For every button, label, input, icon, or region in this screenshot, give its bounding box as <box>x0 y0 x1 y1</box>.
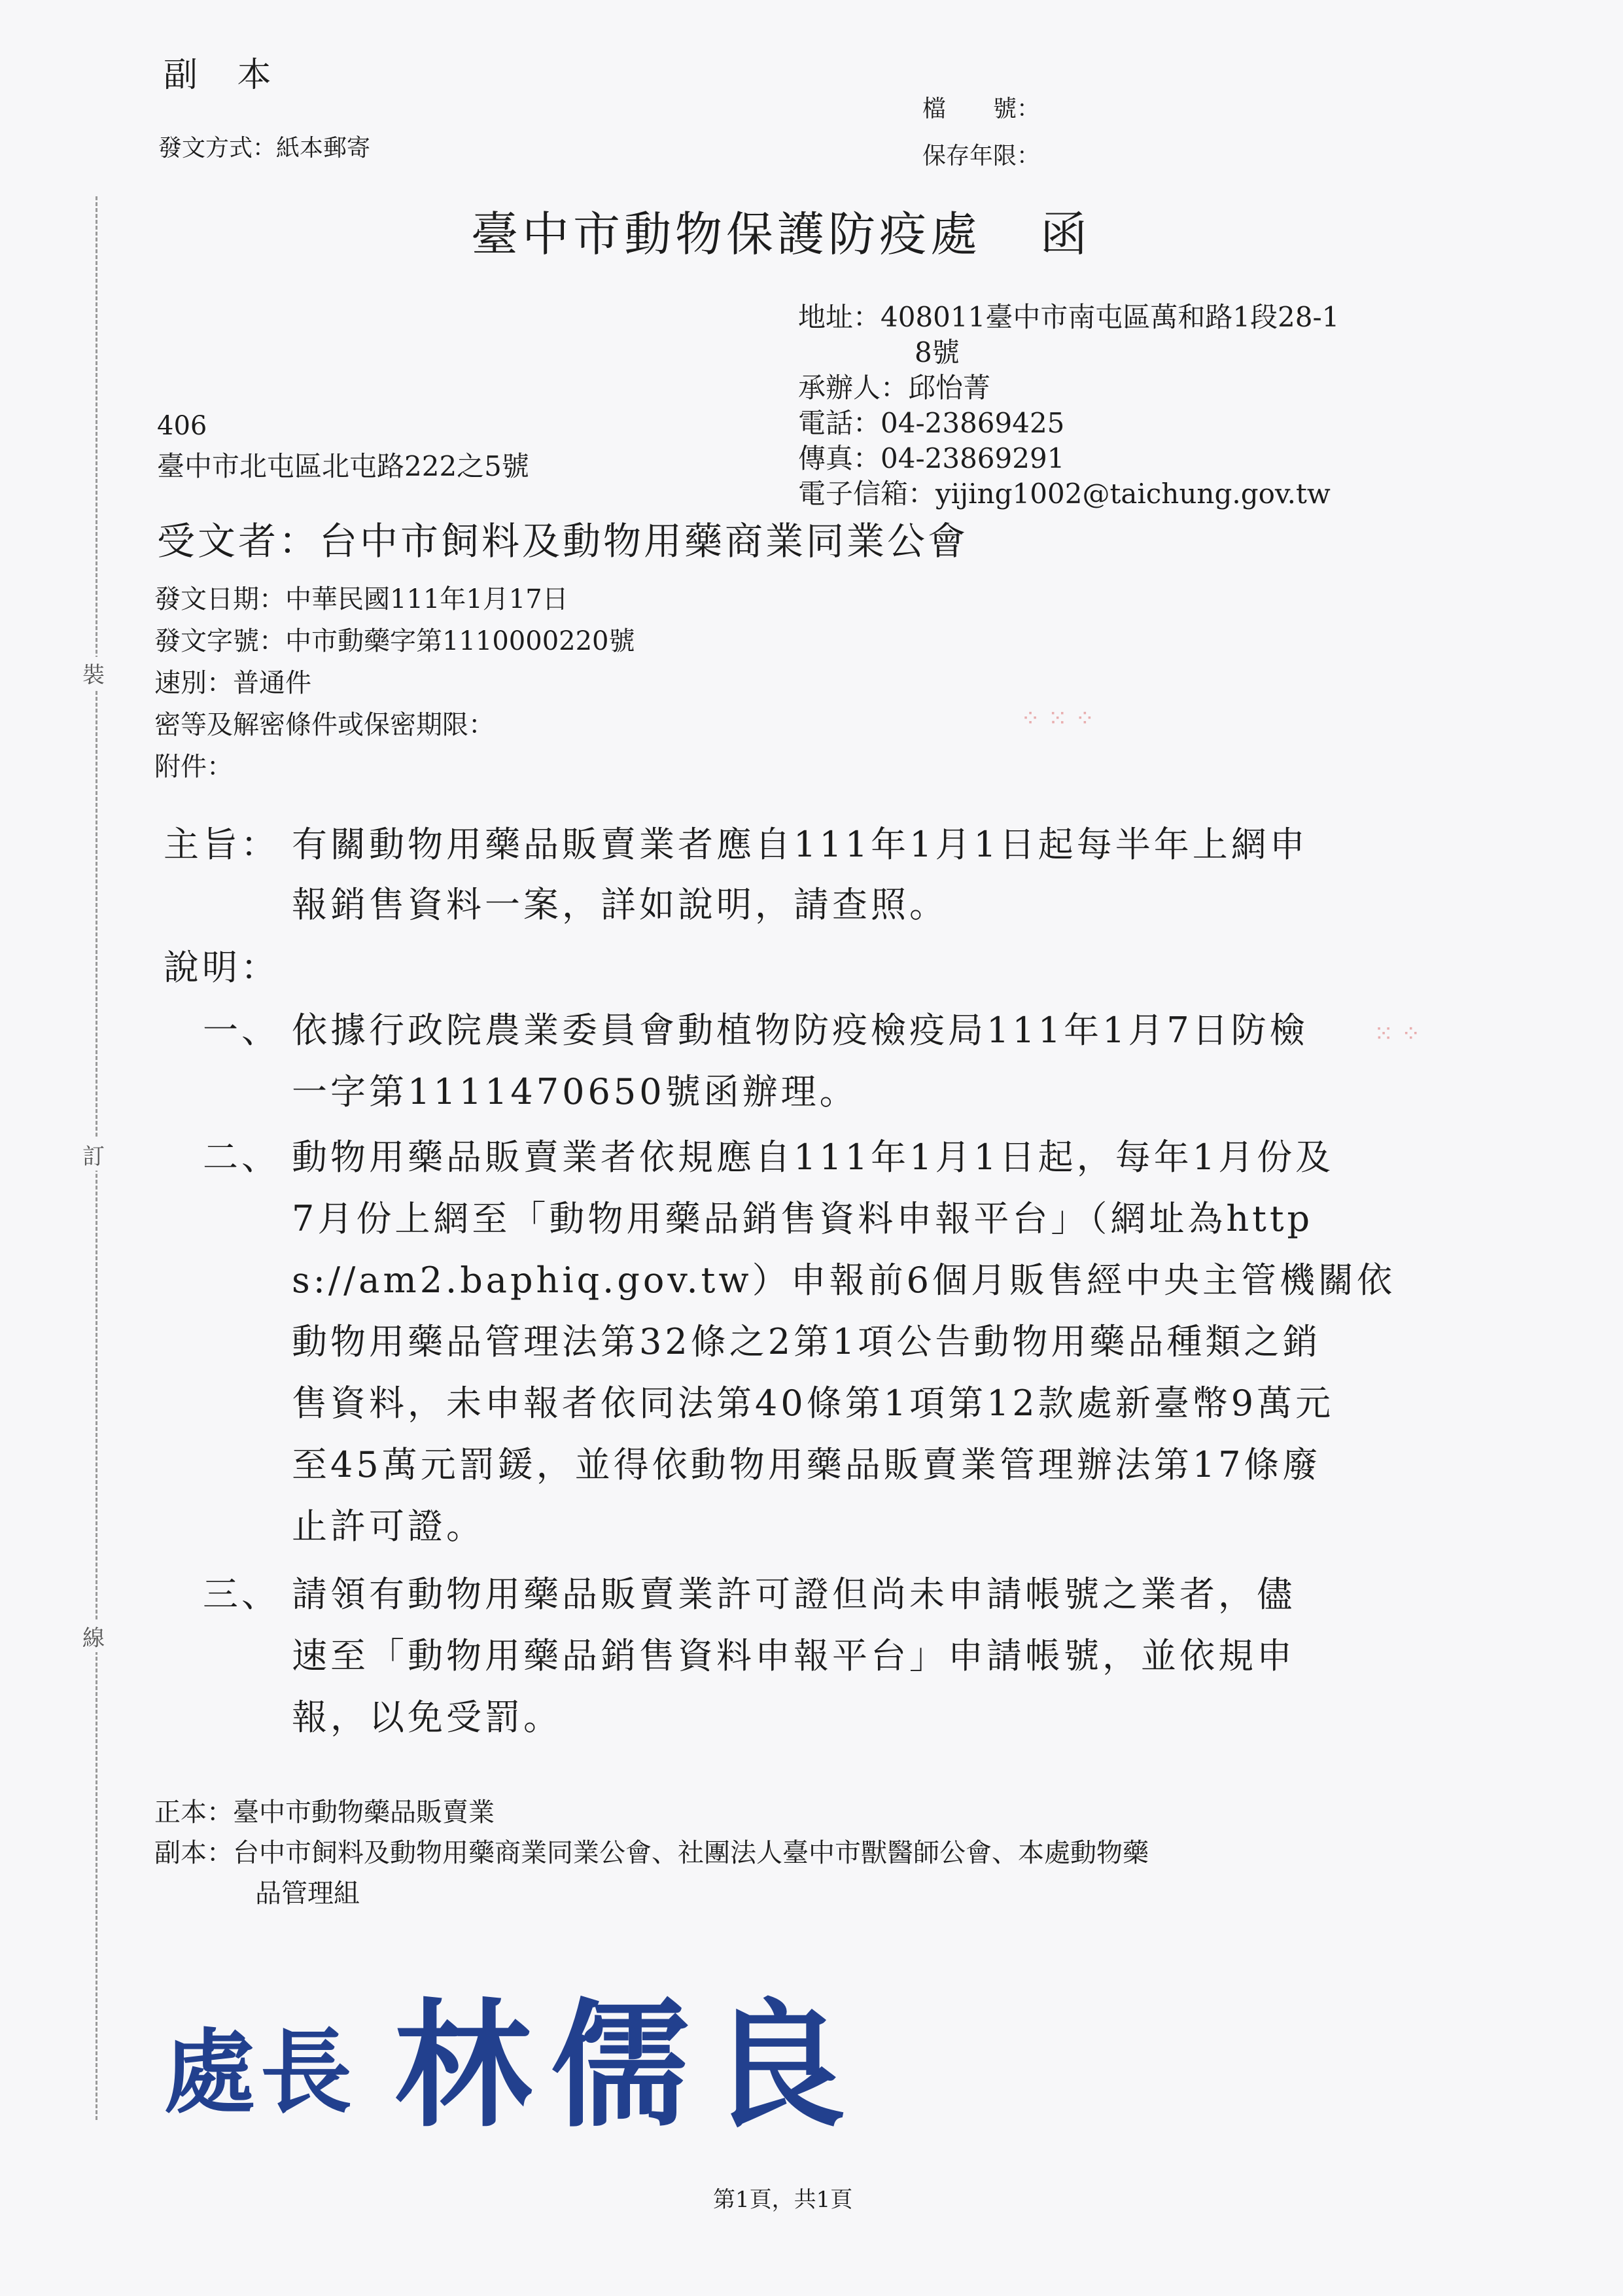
copy-mark: 副 本 <box>164 56 286 95</box>
phone: 電話：04-23869425 <box>798 407 1065 439</box>
signer-title: 處長 <box>164 2019 358 2127</box>
item-line: 售資料，未申報者依同法第40條第1項第12款處新臺幣9萬元 <box>292 1383 1335 1424</box>
binding-mark-2: 訂 <box>82 1139 105 1171</box>
document-title <box>471 196 1091 264</box>
fax: 傳真：04-23869291 <box>798 442 1065 474</box>
item-number: 三、 <box>203 1574 280 1615</box>
issue-date: 發文日期：中華民國111年1月17日 <box>154 584 568 614</box>
item-line: 動物用藥品販賣業者依規應自111年1月1日起，每年1月份及 <box>292 1137 1335 1178</box>
item-line: 一字第1111470650號函辦理。 <box>292 1071 858 1112</box>
file-number: 檔 號： <box>922 96 1041 122</box>
binding-mark-3: 線 <box>82 1620 105 1652</box>
item-line: 報，以免受罰。 <box>292 1697 562 1738</box>
recipient-zip: 406 <box>157 411 207 441</box>
item-line: 動物用藥品管理法第32條之2第1項公告動物用藥品種類之銷 <box>292 1321 1321 1362</box>
subject-line: 有關動物用藥品販賣業者應自111年1月1日起每半年上網申 <box>292 824 1308 865</box>
send-method: 發文方式：紙本郵寄 <box>158 135 371 162</box>
seal-mark: ⁘ ⁙ ⁘ <box>1021 705 1095 732</box>
retention-period: 保存年限： <box>922 143 1041 169</box>
item-number: 二、 <box>203 1137 280 1178</box>
issuing-organization: 臺中市動物保護防疫處 <box>471 207 982 262</box>
item-line: 至45萬元罰鍰，並得依動物用藥品販賣業管理辦法第17條廢 <box>292 1444 1321 1485</box>
recipient-address: 臺中市北屯區北屯路222之5號 <box>157 450 529 482</box>
item-line: 止許可證。 <box>292 1506 485 1547</box>
item-line: 7月份上網至「動物用藥品銷售資料申報平台」（網址為http <box>292 1198 1314 1239</box>
signature-stamp <box>164 1947 865 2144</box>
binding-mark-1: 裝 <box>82 657 105 689</box>
page-number: 第1頁，共1頁 <box>713 2187 853 2213</box>
speed-class: 速別：普通件 <box>154 668 311 698</box>
recipient: 受文者：台中市飼料及動物用藥商業同業公會 <box>157 519 969 563</box>
secrecy-level: 密等及解密條件或保密期限： <box>154 710 495 740</box>
item-number: 一、 <box>203 1010 280 1051</box>
item-line: 依據行政院農業委員會動植物防疫檢疫局111年1月7日防檢 <box>292 1010 1308 1051</box>
attachment: 附件： <box>154 752 233 782</box>
copy-recipients-cont: 品管理組 <box>255 1879 360 1909</box>
sender-info <box>798 300 1339 512</box>
handler: 承辦人：邱怡菁 <box>798 372 991 404</box>
description-label: 說明： <box>164 947 279 988</box>
sender-address-cont: 8號 <box>915 336 960 368</box>
document-type: 函 <box>1040 207 1092 262</box>
subject-line: 報銷售資料一案，詳如說明，請查照。 <box>292 884 948 925</box>
copy-recipients: 副本：台中市飼料及動物用藥商業同業公會、社團法人臺中市獸醫師公會、本處動物藥 <box>154 1838 1149 1868</box>
sender-address: 地址：408011臺中市南屯區萬和路1段28-1 <box>798 301 1340 333</box>
subject-label: 主旨： <box>164 824 279 865</box>
email: 電子信箱：yijing1002@taichung.gov.tw <box>798 478 1331 510</box>
seal-mark: ⁙ ⁘ <box>1374 1021 1421 1048</box>
original-recipient: 正本：臺中市動物藥品販賣業 <box>154 1797 495 1828</box>
document-number: 發文字號：中市動藥字第1110000220號 <box>154 626 635 656</box>
item-line: 請領有動物用藥品販賣業許可證但尚未申請帳號之業者，儘 <box>292 1574 1295 1615</box>
signer-name: 林儒良 <box>394 1985 865 2146</box>
item-line: 速至「動物用藥品銷售資料申報平台」申請帳號，並依規申 <box>292 1635 1295 1676</box>
item-line: s://am2.baphiq.gov.tw）申報前6個月販售經中央主管機關依 <box>292 1260 1395 1301</box>
